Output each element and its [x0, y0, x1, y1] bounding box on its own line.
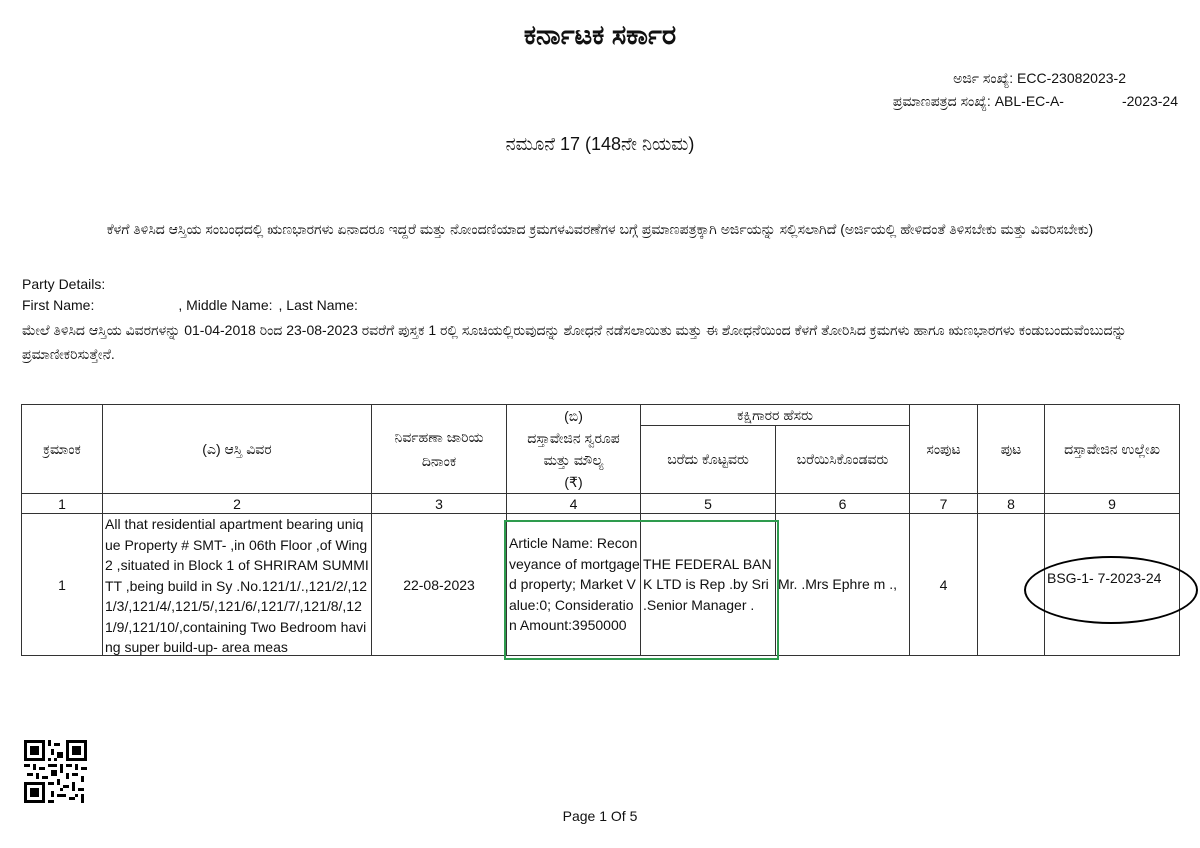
middle-name-label: , Middle Name:	[178, 297, 273, 313]
header-parties: ಕಕ್ಷಿಗಾರರ ಹೆಸರು	[641, 405, 910, 426]
application-number	[953, 70, 1178, 87]
row-executant: THE FEDERAL BANK LTD is Rep .by Sri .Senior Manager .	[641, 514, 776, 656]
highlight-box	[504, 520, 779, 660]
header-rupee: (₹)	[564, 474, 583, 490]
header-executant: ಬರೆದು ಕೊಟ್ಟವರು	[641, 426, 776, 494]
highlight-ellipse	[1024, 556, 1198, 624]
certificate-number	[893, 93, 1178, 110]
header-execution-date: ನಿರ್ವಹಣಾ ಜಾರಿಯ ದಿನಾಂಕ	[372, 405, 507, 494]
col-number: 5	[641, 494, 776, 514]
party-name-line	[22, 295, 358, 316]
row-doc-ref: BSG-1- 7-2023-24	[1047, 570, 1162, 586]
search-statement: ಮೇಲೆ ತಿಳಿಸಿದ ಆಸ್ತಿಯ ವಿವರಗಳನ್ನು 01-04-2018 ರಿಂದ 23-08-2023 ರವರೆಗೆ ಪುಸ್ತಕ 1 ರಲ್ಲಿ ಸೂಚಿಯಲ್ಲಿರುವುದನ್ನು ಶೋಧನೆ ನಡೆಸಲಾಯಿತು ಮತ್ತು ಈ ಶೋಧನೆಯಿಂದ ಕೆಳಗೆ ತೋರಿಸಿದ ಕ್ರಮಗಳು ಹಾಗೂ ಋಣಭಾರಗಳು ಕಂಡುಬಂದುವೆಂಬುದನ್ನು ಪ್ರಮಾಣೀಕರಿಸುತ್ತೇನೆ.	[22, 322, 1127, 362]
row-property-cell	[103, 514, 372, 656]
first-name-label: First Name:	[22, 297, 95, 313]
row-serial: 1	[22, 514, 103, 656]
header-doc-b: (ಬಿ)	[564, 408, 583, 424]
col-number: 6	[776, 494, 910, 514]
col-number: 7	[910, 494, 978, 514]
col-number: 1	[22, 494, 103, 514]
document-title: ಕರ್ನಾಟಕ ಸರ್ಕಾರ	[523, 20, 677, 50]
certificate-number-suffix: -2023-24	[1121, 93, 1178, 109]
header-doc-nature	[507, 405, 641, 494]
col-number: 2	[103, 494, 372, 514]
header-serial: ಕ್ರಮಾಂಕ	[22, 405, 103, 494]
col-number: 9	[1045, 494, 1180, 514]
certificate-number-text: ಪ್ರಮಾಣಪತ್ರದ ಸಂಖ್ಯೆ: ABL-EC-A-	[892, 93, 1064, 109]
header-doc-nature-text: ದಸ್ತಾವೇಜಿನ ಸ್ವರೂಪ ಮತ್ತು ಮೌಲ್ಯ	[527, 430, 620, 468]
application-number-text: ಅರ್ಜಿ ಸಂಖ್ಯೆ: ECC-23082023-2	[953, 70, 1126, 86]
row-execution-date: 22-08-2023	[372, 514, 507, 656]
qr-code-icon	[24, 740, 87, 803]
row-doc-nature: Article Name: Reconveyance of mortgaged property; Market Value:0; Consideration Amount:3950000	[507, 514, 641, 656]
col-number: 8	[978, 494, 1045, 514]
last-name-label: , Last Name:	[278, 297, 358, 313]
row-property-text: All that residential apartment bearing unique Property # SMT- ,in 06th Floor ,of Wing 2 ,situated in Block 1 of SHRIRAM SUMMITT ,being build in Sy .No.121/1/.,121/2/,121/3/,121/4/,121/5/,121/6/,121/7/,121/8/,121/9/,121/10/,containing Two Bedroom having super build-up- area meas	[105, 516, 369, 655]
header-claimant: ಬರೆಯಿಸಿಕೊಂಡವರು	[776, 426, 910, 494]
column-number-row	[22, 494, 1180, 514]
party-details-label: Party Details:	[22, 276, 106, 292]
col-number: 3	[372, 494, 507, 514]
page-number: Page 1 Of 5	[562, 808, 638, 824]
row-claimant: Mr. .Mrs Ephre m .,	[776, 514, 910, 656]
row-volume: 4	[910, 514, 978, 656]
header-page: ಪುಟ	[978, 405, 1045, 494]
form-title: ನಮೂನೆ 17 (148ನೇ ನಿಯಮ)	[505, 134, 695, 154]
header-volume: ಸಂಪುಟ	[910, 405, 978, 494]
header-doc-ref: ದಸ್ತಾವೇಜಿನ ಉಲ್ಲೇಖ	[1045, 405, 1180, 494]
intro-paragraph: ಕೆಳಗೆ ತಿಳಿಸಿದ ಆಸ್ತಿಯ ಸಂಬಂಧದಲ್ಲಿ ಋಣಭಾರಗಳು ಏನಾದರೂ ಇದ್ದರೆ ಮತ್ತು ನೋಂದಣಿಯಾದ ಕ್ರಮಗಳವಿವರಣೆಗಳ ಬಗ್ಗೆ ಪ್ರಮಾಣಪತ್ರಕ್ಕಾಗಿ ಅರ್ಜಿಯನ್ನು ಸಲ್ಲಿಸಲಾಗಿದೆ (ಅರ್ಜಿಯಲ್ಲಿ ಹೇಳಿದಂತೆ ತಿಳಿಸಬೇಕು ಮತ್ತು ವಿವರಿಸಬೇಕು)	[106, 221, 1094, 237]
header-property: (ಎ) ಆಸ್ತಿ ವಿವರ	[103, 405, 372, 494]
party-details	[22, 274, 358, 316]
col-number: 4	[507, 494, 641, 514]
